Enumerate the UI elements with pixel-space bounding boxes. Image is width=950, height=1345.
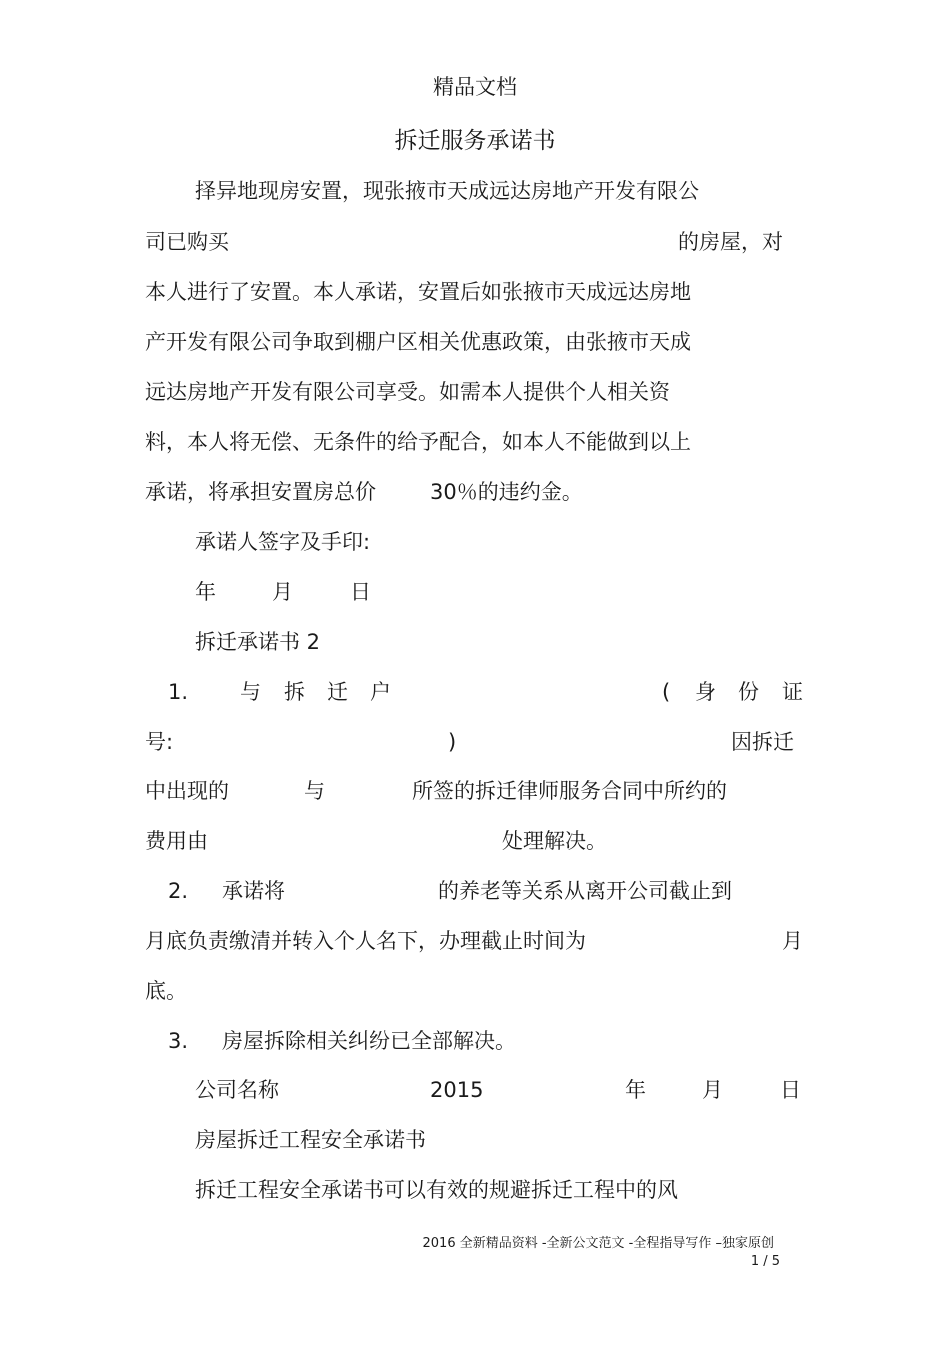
item-text: 因拆迁: [731, 730, 794, 754]
item-text: 费用由: [145, 829, 208, 853]
company-day-label: 日: [780, 1078, 801, 1102]
date-day: 日: [350, 580, 371, 604]
item-text: 处理解决。: [502, 829, 607, 853]
item-text: 号:: [145, 730, 174, 754]
paragraph-line: 料，本人将无偿、无条件的给予配合，如本人不能做到以上: [145, 430, 691, 454]
item-text: 份: [738, 680, 759, 704]
item-text: 证: [782, 680, 803, 704]
paragraph-line: 产开发有限公司争取到棚户区相关优惠政策，由张掖市天成: [145, 330, 691, 354]
page-number: 1 / 5: [750, 1254, 780, 1269]
footer-text: 2016 全新精品资料 -全新公文范文 -全程指导写作 –独家原创: [422, 1236, 774, 1251]
item-text: 月底负责缴清并转入个人名下，办理截止时间为: [145, 929, 586, 953]
item-text: 月: [782, 929, 803, 953]
section-heading: 房屋拆迁工程安全承诺书: [195, 1128, 426, 1152]
company-year-label: 年: [625, 1078, 646, 1102]
item-text: 底。: [145, 979, 187, 1003]
penalty-text: 30％的违约金。: [430, 480, 583, 504]
company-month-label: 月: [702, 1078, 723, 1102]
item-text: 承诺将: [222, 879, 285, 903]
paragraph-line: 的房屋，对: [678, 230, 783, 254]
item-number: 1.: [168, 680, 189, 704]
company-name-label: 公司名称: [195, 1078, 279, 1102]
item-text: 与: [304, 779, 325, 803]
paragraph-line: 远达房地产开发有限公司享受。如需本人提供个人相关资: [145, 380, 670, 404]
item-text: 的养老等关系从离开公司截止到: [438, 879, 732, 903]
paragraph-line: 司已购买: [145, 230, 229, 254]
paragraph-line: 本人进行了安置。本人承诺，安置后如张掖市天成远达房地: [145, 280, 691, 304]
page-header-label: 精品文档: [433, 75, 517, 99]
item-text: 中出现的: [145, 779, 229, 803]
item-text: 身: [695, 680, 716, 704]
item-text: 拆: [284, 680, 305, 704]
item-text: ): [448, 730, 457, 754]
item-text: 所签的拆迁律师服务合同中所约的: [412, 779, 727, 803]
section-heading: 拆迁承诺书 2: [195, 630, 321, 654]
date-month: 月: [272, 580, 293, 604]
paragraph-line: 拆迁工程安全承诺书可以有效的规避拆迁工程中的风: [195, 1178, 678, 1202]
item-text: (: [662, 680, 671, 704]
document-title: 拆迁服务承诺书: [394, 128, 556, 154]
item-text: 房屋拆除相关纠纷已全部解决。: [222, 1029, 516, 1053]
item-number: 2.: [168, 879, 189, 903]
paragraph-line: 承诺，将承担安置房总价: [145, 480, 376, 504]
company-year: 2015: [430, 1078, 484, 1102]
date-year: 年: [195, 580, 216, 604]
item-text: 与: [240, 680, 261, 704]
paragraph-line: 择异地现房安置，现张掖市天成远达房地产开发有限公: [195, 179, 699, 203]
item-text: 迁: [327, 680, 348, 704]
item-text: 户: [370, 680, 391, 704]
item-number: 3.: [168, 1029, 189, 1053]
signature-label: 承诺人签字及手印:: [195, 530, 371, 554]
